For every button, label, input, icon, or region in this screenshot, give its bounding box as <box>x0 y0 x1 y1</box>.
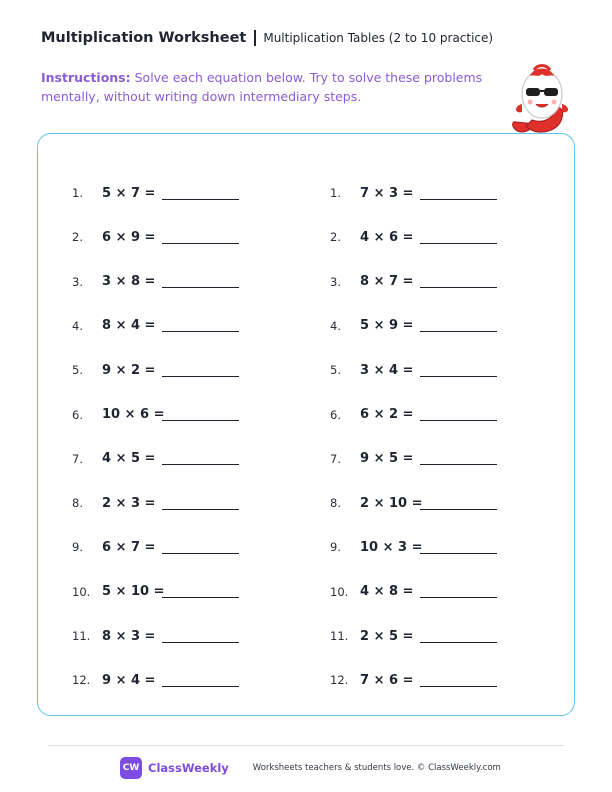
problem-row <box>330 228 497 246</box>
problem-row <box>330 538 497 556</box>
problem-row <box>330 583 497 601</box>
problem-number: 10. <box>72 584 91 599</box>
problem-equation: 6 × 7 = <box>102 539 156 555</box>
answer-blank[interactable] <box>420 364 497 377</box>
answer-blank[interactable] <box>420 630 497 643</box>
problem-row <box>72 450 239 468</box>
problem-number: 3. <box>72 274 83 289</box>
answer-blank[interactable] <box>162 187 239 200</box>
problem-row <box>72 317 239 335</box>
problem-row <box>330 671 497 689</box>
problem-number: 11. <box>72 629 91 643</box>
problem-number: 7. <box>330 451 341 466</box>
problem-number: 6. <box>72 407 83 422</box>
problem-number: 2. <box>330 230 341 245</box>
problem-row <box>72 406 239 424</box>
problem-equation: 7 × 6 = <box>360 672 414 688</box>
problem-row <box>72 538 239 556</box>
answer-blank[interactable] <box>420 452 497 465</box>
problem-number: 1. <box>330 186 341 200</box>
problem-equation: 4 × 5 = <box>102 451 156 467</box>
problem-equation: 7 × 3 = <box>360 185 414 201</box>
title-divider <box>254 30 256 46</box>
answer-blank[interactable] <box>162 541 239 554</box>
page-title: Multiplication Worksheet <box>41 30 247 46</box>
problem-equation: 8 × 3 = <box>102 628 156 644</box>
problem-equation: 6 × 9 = <box>102 229 156 245</box>
problem-number: 10. <box>330 584 349 599</box>
problem-equation: 10 × 6 = <box>102 407 165 422</box>
problem-row <box>330 184 497 202</box>
problem-row <box>330 273 497 291</box>
problem-equation: 4 × 8 = <box>360 584 414 600</box>
problem-number: 2. <box>72 230 83 245</box>
problem-equation: 2 × 3 = <box>102 495 156 511</box>
problem-equation: 9 × 5 = <box>360 451 414 467</box>
problem-row <box>72 627 239 645</box>
answer-blank[interactable] <box>162 275 239 288</box>
answer-blank[interactable] <box>420 497 497 510</box>
answer-blank[interactable] <box>420 674 497 687</box>
answer-blank[interactable] <box>420 408 497 421</box>
problem-number: 9. <box>72 540 83 555</box>
problem-row <box>72 228 239 246</box>
problem-number: 5. <box>330 363 341 378</box>
problem-number: 5. <box>72 363 83 378</box>
answer-blank[interactable] <box>162 674 239 687</box>
brand-name: ClassWeekly <box>148 761 229 775</box>
problem-row <box>72 494 239 512</box>
problem-number: 1. <box>72 186 83 200</box>
answer-blank[interactable] <box>162 231 239 244</box>
problem-row <box>330 317 497 335</box>
problem-equation: 8 × 4 = <box>102 318 156 334</box>
problem-number: 4. <box>72 318 83 333</box>
logo-text: CW <box>122 763 140 773</box>
problem-number: 9. <box>330 540 341 555</box>
answer-blank[interactable] <box>162 408 239 421</box>
instructions-text: Solve each equation below. Try to solve these problems mentally, without writing down intermediary steps. <box>41 70 483 104</box>
answer-blank[interactable] <box>162 630 239 643</box>
problem-equation: 2 × 10 = <box>360 495 423 511</box>
problem-equation: 5 × 10 = <box>102 584 165 600</box>
problem-row <box>330 406 497 424</box>
problem-number: 12. <box>330 673 349 688</box>
answer-blank[interactable] <box>420 541 497 554</box>
problem-number: 11. <box>330 629 349 643</box>
footer <box>120 757 501 779</box>
footer-tagline: Worksheets teachers & students love. © ClassWeekly.com <box>252 763 501 773</box>
problem-equation: 5 × 7 = <box>102 185 156 201</box>
problem-equation: 9 × 2 = <box>102 362 156 378</box>
problem-equation: 6 × 2 = <box>360 407 414 422</box>
instructions <box>41 68 491 106</box>
problem-number: 6. <box>330 407 341 422</box>
problem-row <box>72 184 239 202</box>
problem-equation: 10 × 3 = <box>360 539 423 555</box>
worksheet-header <box>41 28 493 48</box>
classweekly-logo-icon <box>120 757 142 779</box>
problem-equation: 8 × 7 = <box>360 274 414 290</box>
footer-divider <box>48 745 564 746</box>
problem-equation: 3 × 4 = <box>360 362 414 378</box>
problem-row <box>330 361 497 379</box>
answer-blank[interactable] <box>162 585 239 598</box>
answer-blank[interactable] <box>420 275 497 288</box>
problem-row <box>72 361 239 379</box>
problem-number: 4. <box>330 318 341 333</box>
problem-number: 7. <box>72 451 83 466</box>
problem-row <box>330 450 497 468</box>
page-subtitle: Multiplication Tables (2 to 10 practice) <box>263 31 494 45</box>
answer-blank[interactable] <box>162 319 239 332</box>
problem-equation: 2 × 5 = <box>360 628 414 644</box>
answer-blank[interactable] <box>420 319 497 332</box>
problem-number: 8. <box>330 496 341 511</box>
problem-row <box>72 671 239 689</box>
problem-row <box>72 273 239 291</box>
answer-blank[interactable] <box>162 452 239 465</box>
problem-row <box>330 627 497 645</box>
problem-equation: 4 × 6 = <box>360 229 414 245</box>
problem-row <box>72 583 239 601</box>
problem-equation: 9 × 4 = <box>102 672 156 688</box>
koi-fish-mascot-icon <box>510 60 572 138</box>
answer-blank[interactable] <box>420 187 497 200</box>
problem-number: 3. <box>330 274 341 289</box>
problem-equation: 5 × 9 = <box>360 318 414 334</box>
answer-blank[interactable] <box>162 364 239 377</box>
problem-equation: 3 × 8 = <box>102 274 156 290</box>
answer-blank[interactable] <box>420 231 497 244</box>
problem-number: 12. <box>72 673 91 688</box>
problem-row <box>330 494 497 512</box>
answer-blank[interactable] <box>420 585 497 598</box>
instructions-label: Instructions: <box>41 70 131 85</box>
answer-blank[interactable] <box>162 497 239 510</box>
problem-number: 8. <box>72 496 83 511</box>
